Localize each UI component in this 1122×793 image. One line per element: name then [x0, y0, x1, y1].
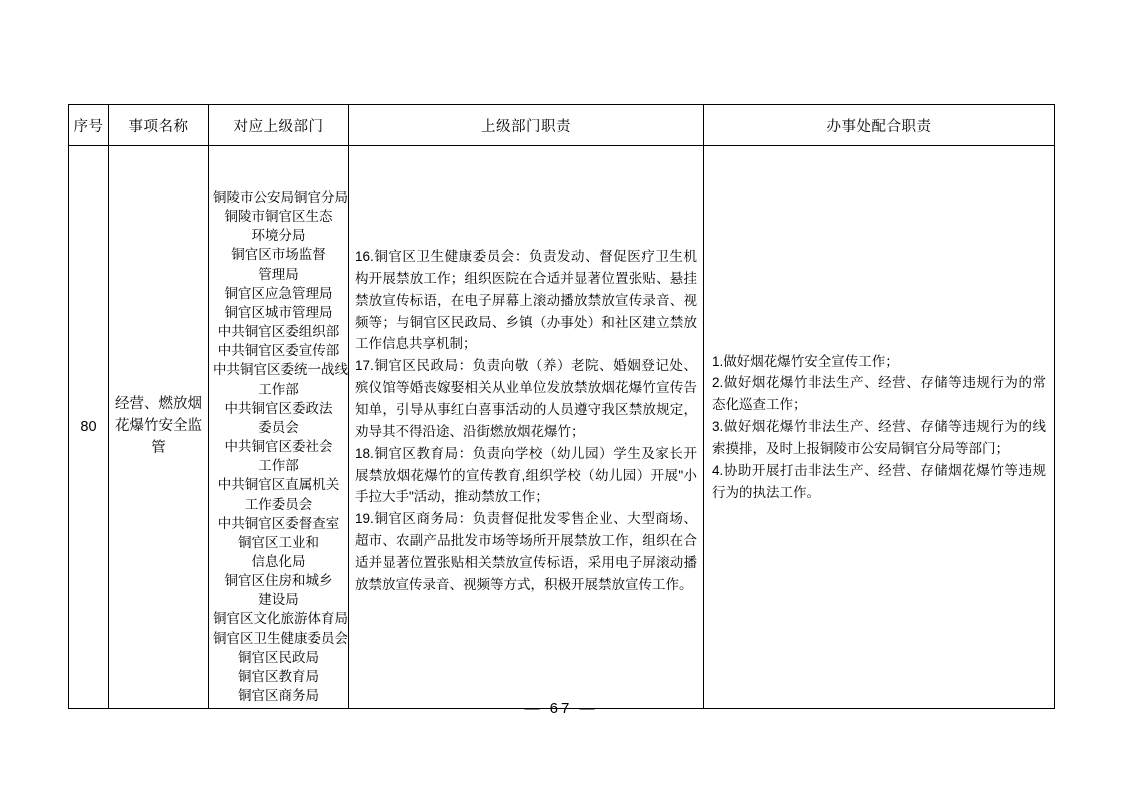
- department-line: 环境分局: [251, 228, 306, 244]
- duty-paragraph: 17.铜官区民政局：负责向敬（养）老院、婚姻登记处、殡仪馆等婚丧嫁娶相关从业单位发放禁放烟花爆竹宣传告知单，引导从事红白喜事活动的人员遵守我区禁放规定，劝导其不得沿途、沿街燃放烟花爆竹；: [355, 358, 697, 439]
- department-line: 工作部: [258, 381, 299, 397]
- department-line: 铜官区文化旅游体育局: [213, 611, 348, 627]
- duty-paragraph: 18.铜官区教育局：负责向学校（幼儿园）学生及家长开展禁放烟花爆竹的宣传教育,组织学校（幼儿园）开展"小手拉大手"活动，推动禁放工作；: [355, 445, 697, 505]
- duty-paragraph: 16.铜官区卫生健康委员会：负责发动、督促医疗卫生机构开展禁放工作；组织医院在合适并显著位置张贴、悬挂禁放宣传标语，在电子屏幕上滚动播放禁放宣传录音、视频等；与铜官区民政局、乡镇（办事处）和社区建立禁放工作信息共享机制；: [355, 249, 697, 352]
- department-line: 中共铜官区委宣传部: [217, 343, 340, 359]
- office-duty-paragraph: 1.做好烟花爆竹安全宣传工作；: [712, 353, 899, 369]
- department-line: 铜官区教育局: [238, 668, 319, 684]
- column-header-item-name: 事项名称: [109, 105, 209, 146]
- department-line: 中共铜官区直属机关: [217, 477, 340, 493]
- table-header: [69, 105, 1055, 146]
- office-duty-paragraph: 4.协助开展打击非法生产、经营、存储烟花爆竹等违规行为的执法工作。: [712, 462, 1046, 500]
- office-duty-paragraph: 3.做好烟花爆竹非法生产、经营、存储等违规行为的线索摸排，及时上报铜陵市公安局铜官分局等部门；: [712, 419, 1046, 457]
- department-line: 铜官区卫生健康委员会: [213, 630, 348, 646]
- department-line: 中共铜官区委政法: [224, 400, 333, 416]
- column-header-upper-department: 对应上级部门: [209, 105, 349, 146]
- cell-item-name: 经营、燃放烟花爆竹安全监管: [109, 146, 209, 709]
- column-header-upper-duty: 上级部门职责: [349, 105, 704, 146]
- department-line: 铜官区市场监督: [231, 247, 326, 263]
- department-line: 铜官区工业和: [238, 534, 319, 550]
- column-header-seq: 序号: [69, 105, 109, 146]
- cell-upper-departments: [209, 146, 349, 709]
- department-line: 铜陵市铜官区生态: [224, 209, 333, 225]
- duty-paragraph: 19.铜官区商务局：负责督促批发零售企业、大型商场、超市、农副产品批发市场等场所开展禁放工作，组织在合适并显著位置张贴相关禁放宣传标语，采用电子屏滚动播放禁放宣传录音、视频等方式，积极开展禁放宣传工作。: [355, 511, 697, 592]
- table-body: [69, 146, 1055, 709]
- department-line: 工作委员会: [244, 496, 313, 512]
- responsibility-table: [68, 104, 1055, 709]
- department-line: 中共铜官区委督查室: [217, 515, 340, 531]
- department-line: 铜官区住房和城乡: [224, 573, 333, 589]
- department-line: 中共铜官区委统一战线: [213, 362, 348, 378]
- department-line: 铜官区应急管理局: [224, 285, 333, 301]
- department-line: 铜官区商务局: [238, 688, 319, 704]
- cell-sequence-number: 80: [69, 146, 109, 709]
- department-line: 管理局: [258, 266, 299, 282]
- department-line: 铜官区城市管理局: [224, 304, 333, 320]
- cell-office-duties: [704, 146, 1055, 709]
- department-line: 工作部: [258, 458, 299, 474]
- department-line: 建设局: [258, 592, 299, 608]
- column-header-office-duty: 办事处配合职责: [704, 105, 1055, 146]
- table-row: [69, 146, 1055, 709]
- department-line: 铜官区民政局: [238, 649, 319, 665]
- department-line: 中共铜官区委组织部: [217, 324, 340, 340]
- department-line: 铜陵市公安局铜官分局: [213, 190, 348, 205]
- department-line: 中共铜官区委社会: [224, 439, 333, 455]
- department-line: 委员会: [258, 419, 299, 435]
- department-line: 信息化局: [251, 553, 306, 569]
- page-number: — 67 —: [524, 700, 598, 717]
- cell-upper-duties: [349, 146, 704, 709]
- table-header-row: [69, 105, 1055, 146]
- office-duty-paragraph: 2.做好烟花爆竹非法生产、经营、存储等违规行为的常态化巡查工作；: [712, 375, 1046, 413]
